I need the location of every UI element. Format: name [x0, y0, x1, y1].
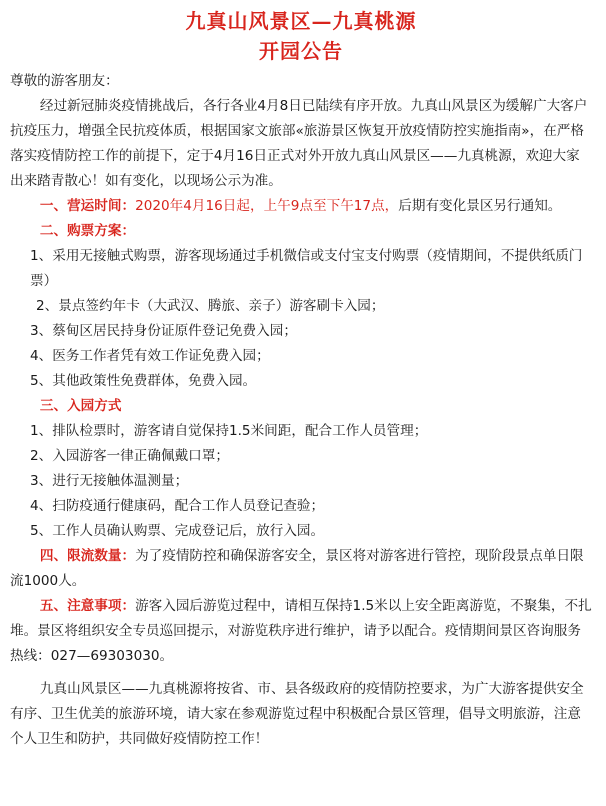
list-item: 4、扫防疫通行健康码，配合工作人员登记查验；: [30, 498, 325, 514]
list-item: 3、蔡甸区居民持身份证原件登记免费入园；: [30, 323, 297, 339]
section-operating-hours: [10, 194, 592, 219]
list-item: 5、其他政策性免费群体，免费入园。: [30, 373, 257, 389]
list-item: 4、医务工作者凭有效工作证免费入园；: [30, 348, 270, 364]
section-visitor-limit: [10, 544, 592, 594]
section-text: 游客入园后游览过程中，请相互保持1.5米以上安全距离游览，不聚集，不扎堆。景区将组织安全专员巡回提示，对游览秩序进行维护，请予以配合。疫情期间景区咨询服务热线：027—69303030。: [10, 598, 592, 664]
list-item: 2、景点签约年卡（大武汉、腾旅、亲子）游客刷卡入园；: [36, 298, 385, 314]
section-heading: 四、限流数量：: [39, 548, 136, 564]
section-heading: 五、注意事项：: [39, 598, 136, 614]
hours-note: 后期有变化景区另行通知。: [398, 198, 562, 214]
closing-paragraph: 九真山风景区——九真桃源将按省、市、县各级政府的疫情防控要求，为广大游客提供安全有序、卫生优美的旅游环境，请大家在参观游览过程中积极配合景区管理，倡导文明旅游，注意个人卫生和防护，共同做好疫情防控工作！: [10, 681, 584, 747]
list-item: 2、入园游客一律正确佩戴口罩；: [30, 448, 229, 464]
list-item: 1、采用无接触式购票，游客现场通过手机微信或支付宝支付购票（疫情期间，不提供纸质门票）: [30, 248, 583, 289]
page-title: 九真山风景区—九真桃源: [185, 9, 417, 33]
list-item: 1、排队检票时，游客请自觉保持1.5米间距，配合工作人员管理；: [30, 423, 428, 439]
section-heading: 一、营运时间：: [39, 198, 136, 214]
greeting: 尊敬的游客朋友：: [10, 73, 119, 89]
section-text: 为了疫情防控和确保游客安全，景区将对游客进行管控，现阶段景点单日限流1000人。: [10, 548, 584, 589]
section-heading: 三、入园方式: [39, 398, 122, 414]
section-notes: [10, 594, 592, 669]
page-subtitle: 开园公告: [259, 39, 343, 63]
intro-paragraph: 经过新冠肺炎疫情挑战后，各行各业4月8日已陆续有序开放。九真山风景区为缓解广大客户抗疫压力，增强全民抗疫体质，根据国家文旅部«旅游景区恢复开放疫情防控实施指南»，在严格落实疫情防控工作的前提下，定于4月16日正式对外开放九真山风景区——九真桃源，欢迎大家出来踏青散心！如有变化，以现场公示为准。: [10, 98, 588, 189]
section-heading: 二、购票方案：: [39, 223, 136, 239]
list-item: 3、进行无接触体温测量；: [30, 473, 189, 489]
list-item: 5、工作人员确认购票、完成登记后，放行入园。: [30, 523, 325, 539]
hours-highlight: 2020年4月16日起，上午9点至下午17点，: [135, 198, 399, 214]
announcement-page: [0, 6, 606, 806]
